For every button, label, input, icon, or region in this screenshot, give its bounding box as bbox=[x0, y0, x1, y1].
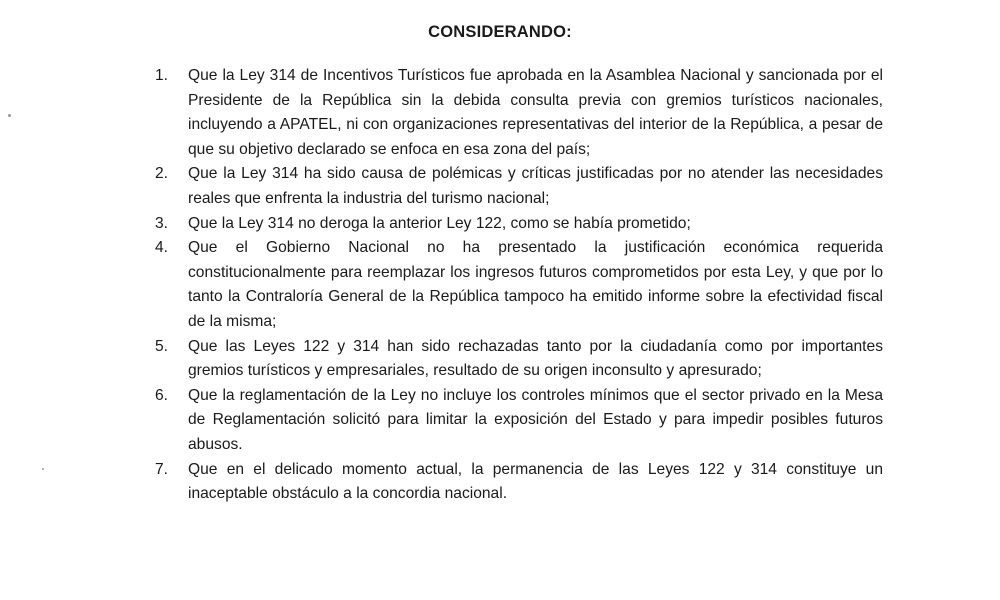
item-text: Que en el delicado momento actual, la permanencia de las Leyes 122 y 314 constituye un inaceptable obstáculo a la concordia nacional. bbox=[188, 460, 883, 503]
considerations-list bbox=[155, 64, 883, 507]
item-text: Que el Gobierno Nacional no ha presentado la justificación económica requerida constitucionalmente para reemplazar los ingresos futuros comprometidos por esta Ley, y que por lo tanto la Contraloría General de la República tampoco ha emitido informe sobre la efectividad fiscal de la misma; bbox=[188, 239, 883, 330]
item-number: 1. bbox=[155, 67, 169, 84]
item-text: Que la Ley 314 de Incentivos Turísticos fue aprobada en la Asamblea Nacional y sancionada por el Presidente de la República sin la debida consulta previa con gremios turísticos nacionales, incluyendo a APATEL, ni con organizaciones representativas del interior de la República, a pesar de que su objetivo declarado se enfoca en esa zona del país; bbox=[188, 67, 883, 158]
item-number: 3. bbox=[155, 214, 169, 232]
scan-speck bbox=[42, 468, 44, 470]
document-heading: CONSIDERANDO: bbox=[428, 23, 572, 41]
list-item bbox=[155, 162, 883, 211]
list-item bbox=[155, 212, 883, 237]
item-text: Que la Ley 314 ha sido causa de polémicas y críticas justificadas por no atender las necesidades reales que enfrenta la industria del turismo nacional; bbox=[188, 165, 883, 207]
list-item bbox=[155, 335, 883, 384]
item-text: Que la Ley 314 no deroga la anterior Ley 122, como se había prometido; bbox=[188, 214, 691, 232]
item-text: Que la reglamentación de la Ley no incluye los controles mínimos que el sector privado en la Mesa de Reglamentación solicitó para limitar la exposición del Estado y para impedir posibles futuros abusos. bbox=[188, 386, 883, 453]
list-item bbox=[155, 384, 883, 458]
item-number: 2. bbox=[155, 165, 169, 183]
item-text: Que las Leyes 122 y 314 han sido rechazadas tanto por la ciudadanía como por importantes gremios turísticos y empresariales, resultado de su origen inconsulto y apresurado; bbox=[188, 337, 883, 380]
item-number: 4. bbox=[155, 239, 169, 257]
item-number: 7. bbox=[155, 460, 169, 478]
list-item bbox=[155, 458, 883, 507]
scan-speck bbox=[8, 114, 11, 117]
item-number: 5. bbox=[155, 337, 169, 355]
list-item bbox=[155, 236, 883, 334]
item-number: 6. bbox=[155, 386, 169, 404]
list-item bbox=[155, 64, 883, 162]
